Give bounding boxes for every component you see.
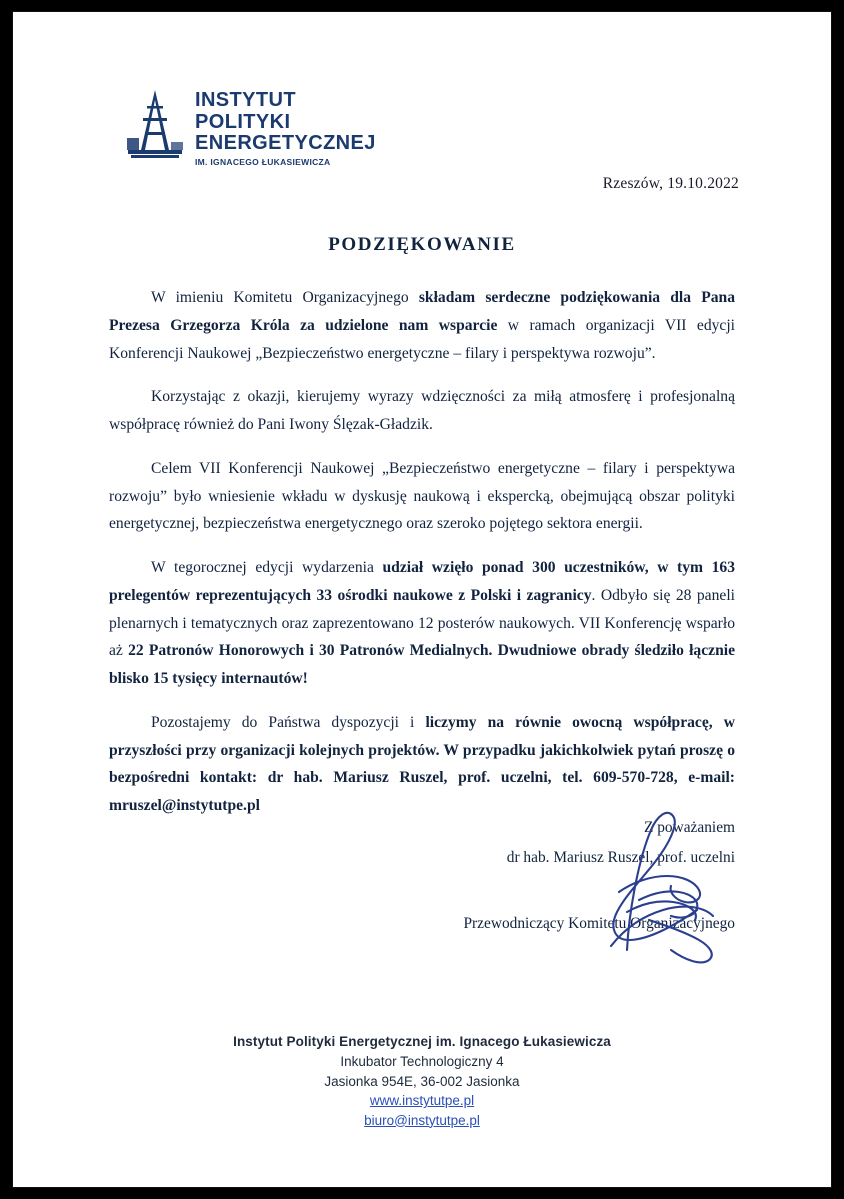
date-line: Rzeszów, 19.10.2022 bbox=[602, 175, 739, 192]
paragraph-3: Celem VII Konferencji Naukowej „Bezpieczeństwo energetyczne – filary i perspektywa rozwoju” było wniesienie wkładu w dyskusję naukową i ekspercką, obejmującą obszar polityki energetycznej, bezpieczeństwa energetycznego oraz szeroko pojętego sektora energii. bbox=[109, 459, 735, 533]
footer-email-link[interactable]: biuro@instytutpe.pl bbox=[364, 1112, 480, 1128]
p1-text-c: w ramach organizacji VII edycji Konferencji Naukowej „Bezpieczeństwo energetyczne – filary i perspektywa rozwoju”. bbox=[109, 316, 735, 362]
p1-text-a: W imieniu Komitetu Organizacyjnego bbox=[151, 289, 419, 306]
paragraph-2: Korzystając z okazji, kierujemy wyrazy wdzięczności za miłą atmosferę i profesjonalną współpracę również do Pani Iwony Ślęzak-Gładzik. bbox=[109, 388, 735, 433]
p4-text-c: . Odbyło się 28 paneli plenarnych i tematycznych oraz zaprezentowano 12 posterów naukowych. VII Konferencję wsparło aż bbox=[109, 586, 735, 660]
footer-address-line-2: Jasionka 954E, 36-002 Jasionka bbox=[324, 1073, 520, 1089]
footer bbox=[13, 1034, 831, 1130]
p5-text-b: liczymy na równie owocną współpracę, w przyszłości przy organizacji kolejnych projektów. W przypadku jakichkolwiek pytań proszę o bezpośredni kontakt: dr hab. Mariusz Ruszel, prof. uczelni, tel. 609-570-728, e-mail: mruszel@instytutpe.pl bbox=[109, 713, 735, 814]
p1-text-b: składam serdeczne podziękowania dla Pana Prezesa Grzegorza Króla za udzielone nam wsparcie bbox=[109, 289, 735, 334]
oil-derrick-icon bbox=[125, 88, 185, 160]
letter-body bbox=[109, 284, 735, 836]
p4-text-d: 22 Patronów Honorowych i 30 Patronów Medialnych. Dwudniowe obrady śledziło łącznie blisko 15 tysięcy internautów! bbox=[109, 642, 736, 687]
signature-closing: Z poważaniem bbox=[643, 819, 735, 836]
paragraph-1 bbox=[109, 284, 735, 367]
footer-organization: Instytut Polityki Energetycznej im. Ignacego Łukasiewicza bbox=[233, 1034, 611, 1049]
signature-name: dr hab. Mariusz Ruszel, prof. uczelni bbox=[506, 849, 735, 866]
footer-website-link[interactable]: www.instytutpe.pl bbox=[369, 1093, 475, 1109]
page-title: PODZIĘKOWANIE bbox=[328, 234, 516, 255]
signature-block bbox=[109, 812, 735, 982]
logo-line-1: INSTYTUT bbox=[195, 89, 296, 111]
letter-page bbox=[13, 12, 831, 1187]
logo-line-2: POLITYKI bbox=[195, 110, 291, 133]
paragraph-5 bbox=[109, 709, 735, 820]
p5-text-a: Pozostajemy do Państwa dyspozycji i bbox=[151, 713, 426, 731]
logo-line-4: IM. IGNACEGO ŁUKASIEWICZA bbox=[195, 156, 331, 167]
institute-logo bbox=[125, 84, 465, 172]
p4-text-a: W tegorocznej edycji wydarzenia bbox=[151, 559, 383, 576]
p4-text-b: udział wzięło ponad 300 uczestników, w tym 163 prelegentów reprezentujących 33 ośrodki naukowe z Polski i zagranicy bbox=[109, 559, 735, 604]
logo-line-3: ENERGETYCZNEJ bbox=[195, 132, 376, 155]
signature-role: Przewodniczący Komitetu Organizacyjnego bbox=[463, 915, 735, 932]
paragraph-4 bbox=[109, 554, 735, 693]
footer-address-line-1: Inkubator Technologiczny 4 bbox=[340, 1054, 504, 1069]
